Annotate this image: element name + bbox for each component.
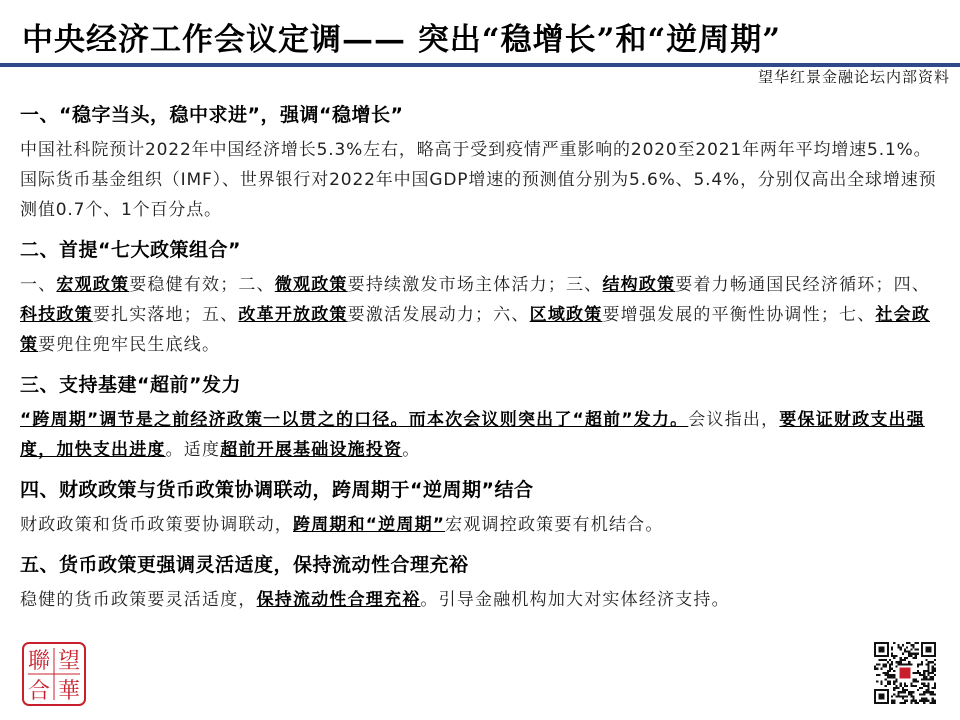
highlight-infrastructure: 超前开展基础设施投资	[220, 440, 403, 460]
section-paragraph: 中国社科院预计2022年中国经济增长5.3%左右，略高于受到疫情严重影响的2020至2021年两年平均增速5.1%。国际货币基金组织（IMF）、世界银行对2022年中国GDP增速的预测值分别为5.6%、5.4%，分别仅高出全球增速预测值0.7个、1个百分点。	[20, 140, 937, 220]
section-3	[20, 370, 940, 465]
highlight-cross-cycle: “跨周期”调节是之前经济政策一以贯之的口径。而本次会议则突出了“超前”发力。	[20, 410, 689, 430]
text-run: 要稳健有效；二、	[129, 275, 275, 295]
text-run: 要持续激发市场主体活力；三、	[347, 275, 603, 295]
highlight-regional-policy: 区域政策	[529, 305, 603, 325]
section-2	[20, 235, 940, 360]
highlight-fiscal-spending: 要保证财政支出强度，加快支出进度	[20, 410, 925, 460]
highlight-micro-policy: 微观政策	[274, 275, 348, 295]
section-1	[20, 100, 940, 225]
section-paragraph	[20, 585, 940, 615]
highlight-social-policy: 社会政策	[20, 305, 931, 355]
text-run: 要着力畅通国民经济循环；四、	[675, 275, 931, 295]
text-run: 。适度	[165, 440, 221, 460]
section-4	[20, 475, 940, 540]
section-heading: 一、“稳字当头，稳中求进”，强调“稳增长”	[20, 104, 404, 126]
text-run: 会议指出，	[688, 410, 780, 430]
logo-char: 聯	[27, 649, 51, 674]
text-run: 要激活发展动力；六、	[347, 305, 530, 325]
highlight-counter-cycle: 跨周期和“逆周期”	[293, 515, 446, 535]
text-run: 稳健的货币政策要灵活适度，	[20, 590, 257, 610]
text-run: 。引导金融机构加大对实体经济支持。	[420, 590, 730, 610]
page-subtitle: 望华红景金融论坛内部资料	[757, 68, 950, 86]
section-heading: 二、首提“七大政策组合”	[20, 239, 241, 261]
text-run: 要增强发展的平衡性协调性；七、	[602, 305, 876, 325]
text-run: 宏观调控政策要有机结合。	[445, 515, 664, 535]
qr-code-icon	[874, 642, 936, 704]
text-run: 要兜住兜牢民生底线。	[38, 335, 221, 355]
section-paragraph	[20, 270, 940, 360]
highlight-reform-policy: 改革开放政策	[238, 305, 348, 325]
text-run: 一、	[20, 275, 57, 295]
main-content	[20, 100, 940, 625]
section-paragraph	[20, 405, 940, 465]
text-run: 要扎实落地；五、	[92, 305, 239, 325]
text-run: 。	[402, 440, 421, 460]
section-5	[20, 550, 940, 615]
text-run: 财政政策和货币政策要协调联动，	[20, 515, 293, 535]
logo-char: 望	[57, 649, 81, 674]
highlight-tech-policy: 科技政策	[20, 305, 93, 325]
highlight-liquidity: 保持流动性合理充裕	[256, 590, 421, 610]
section-heading: 四、财政政策与货币政策协调联动，跨周期于“逆周期”结合	[20, 479, 534, 501]
logo-char: 合	[27, 679, 51, 704]
page-title: 中央经济工作会议定调—— 突出“稳增长”和“逆周期”	[22, 22, 782, 58]
logo-char: 華	[57, 679, 81, 704]
section-paragraph	[20, 510, 940, 540]
section-heading: 三、支持基建“超前”发力	[20, 374, 241, 396]
section-heading: 五、货币政策更强调灵活适度，保持流动性合理充裕	[20, 554, 469, 576]
highlight-structural-policy: 结构政策	[602, 275, 676, 295]
highlight-macro-policy: 宏观政策	[56, 275, 130, 295]
lianhe-wanghua-seal-logo	[22, 642, 86, 706]
